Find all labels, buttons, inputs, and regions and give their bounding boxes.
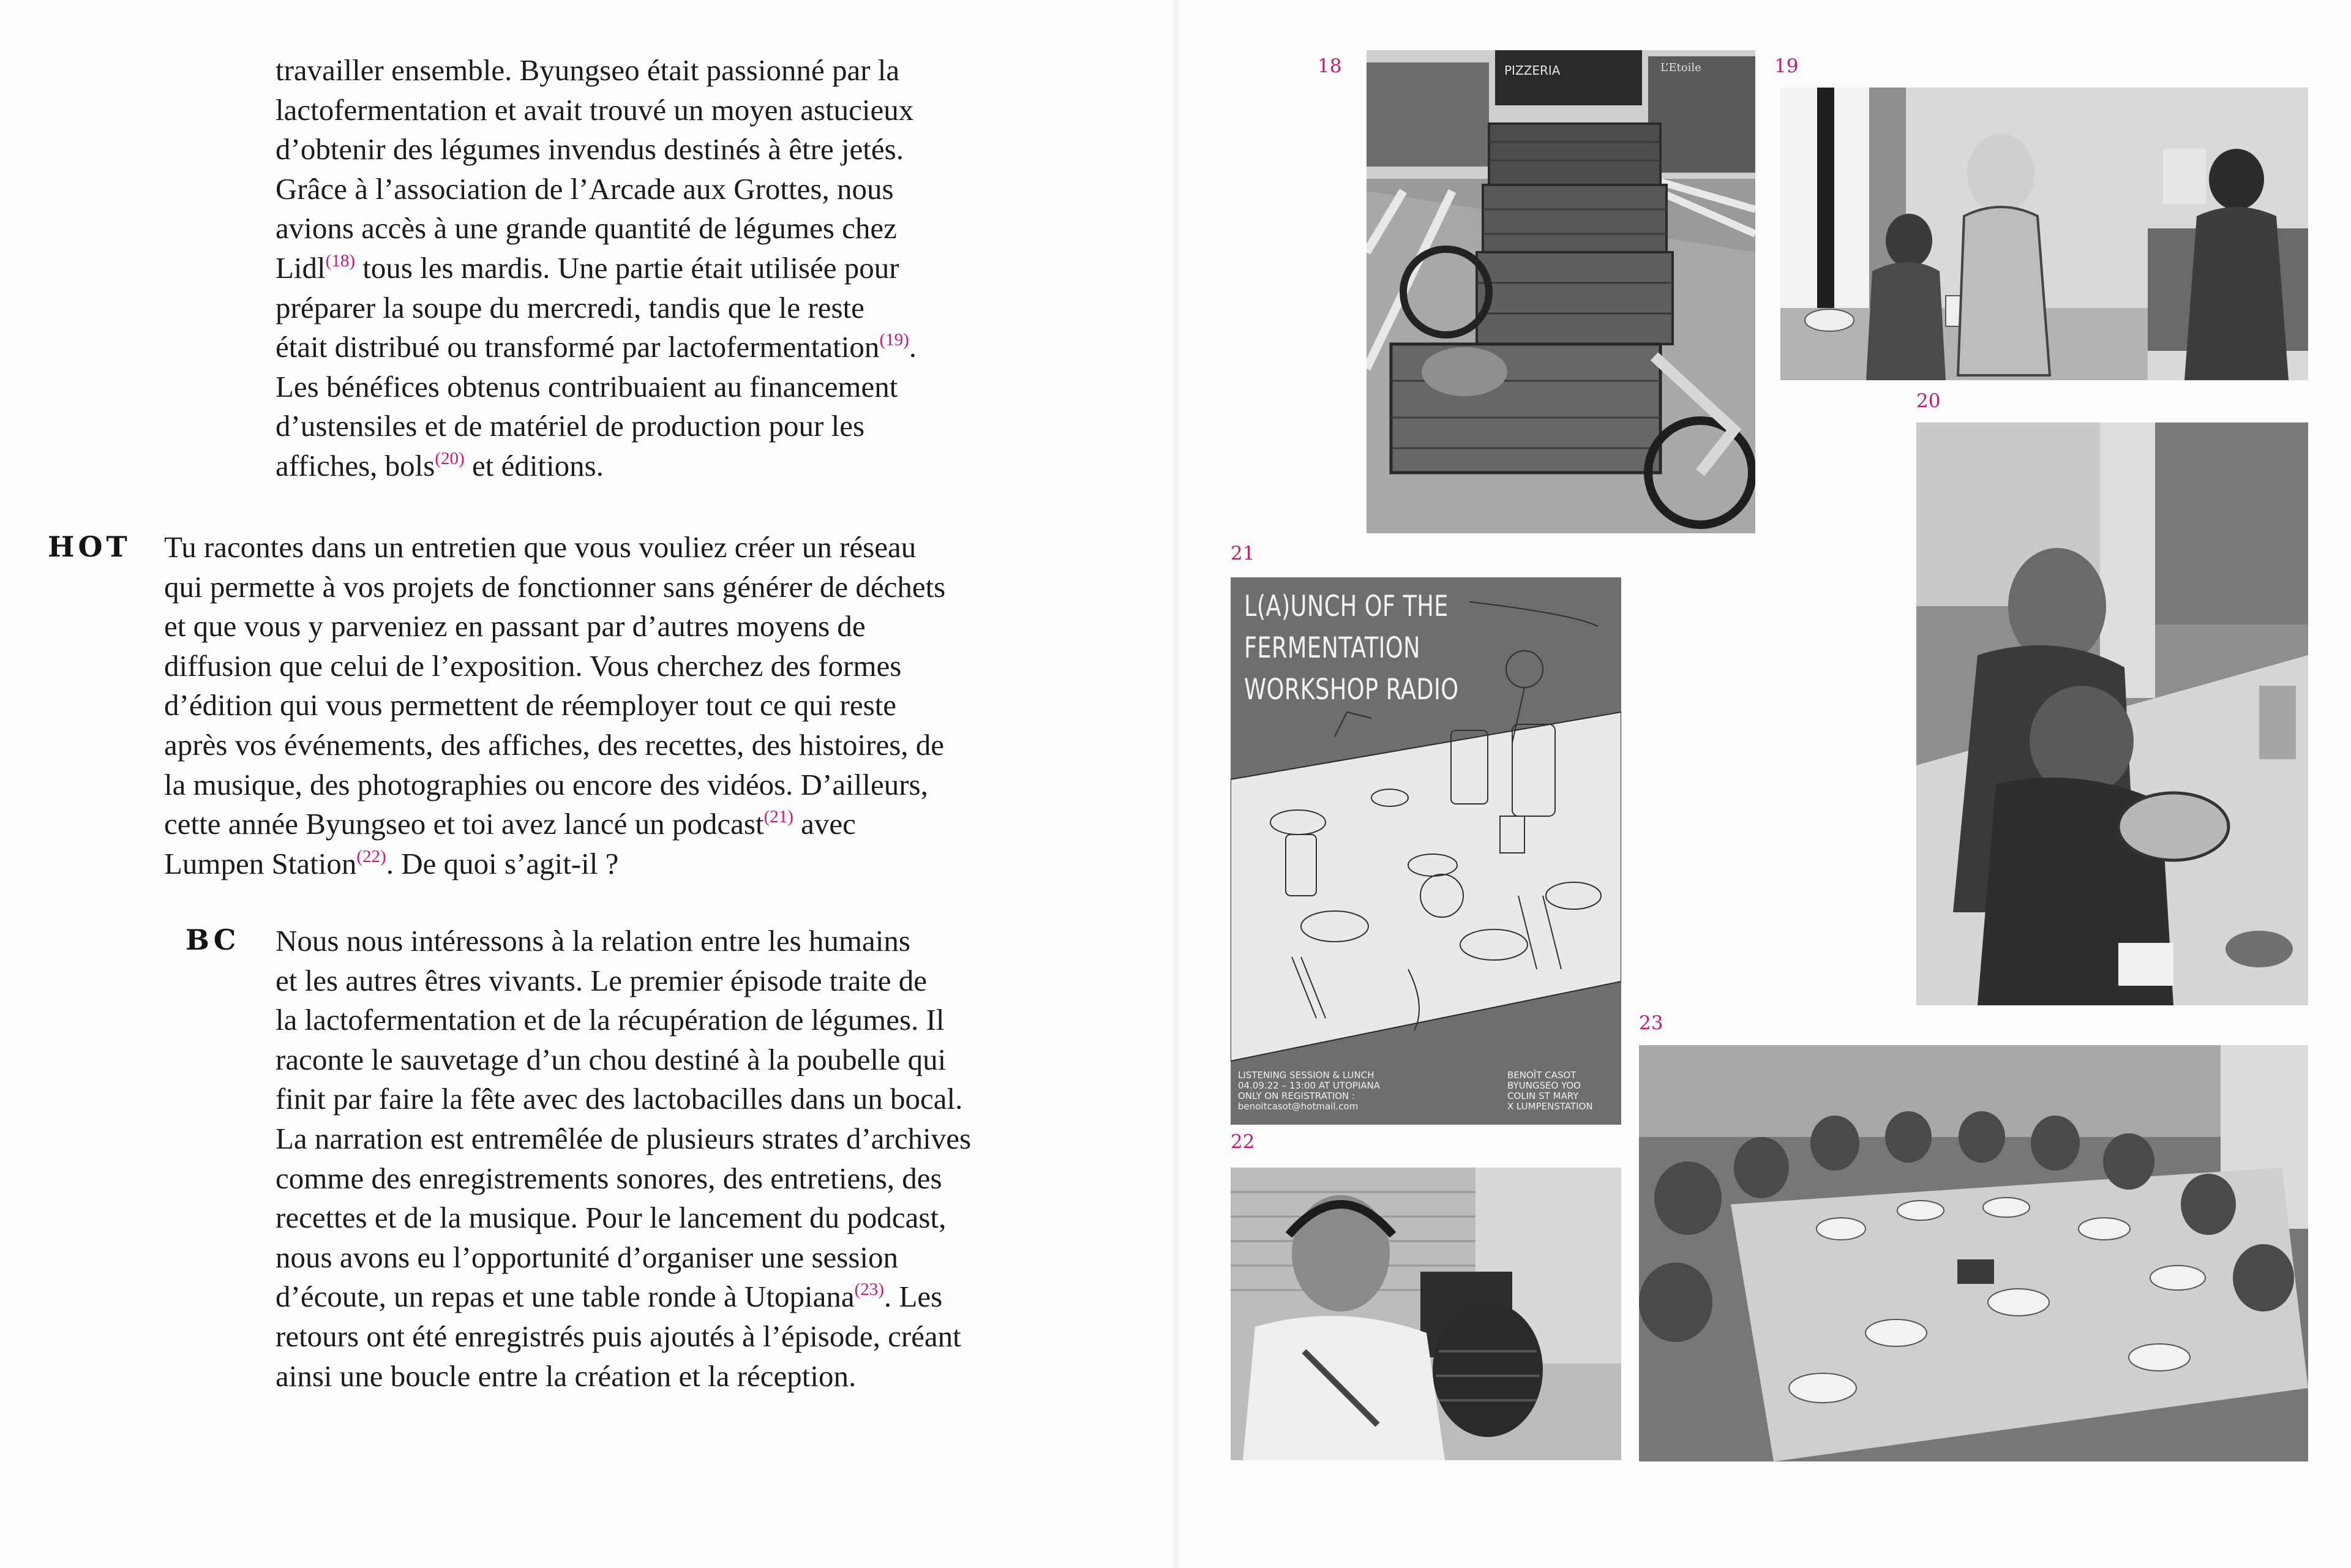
text-line: Grâce à l’association de l’Arcade aux Grottes, nous [276,171,894,206]
photo-radio-recording [1231,1168,1621,1460]
footnote-ref-19: (19) [879,330,909,350]
poster-fermentation-workshop [1231,577,1621,1125]
text-line: Les bénéfices obtenus contribuaient au financement [276,369,898,403]
text-run: était distribué ou transformé par lactofermentation [276,330,880,364]
footnote-ref-20: (20) [435,448,465,468]
text-line [164,844,945,884]
text-line: travailler ensemble. Byungseo était passionné par la [276,53,900,87]
storefront-sign: PIZZERIA [1504,63,1561,78]
figure-number-21: 21 [1231,542,1255,565]
text-line: nous avons eu l’opportunité d’organiser une session [276,1240,899,1274]
photo-round-table-meal [1639,1045,2308,1461]
figure-number-19: 19 [1774,55,1799,77]
text-line: la lactofermentation et de la récupération de légumes. Il [276,1003,945,1037]
text-run: et éditions. [464,448,604,482]
text-line [276,446,917,486]
poster-title-line: FERMENTATION [1244,631,1420,665]
text-line: recettes et de la musique. Pour le lancement du podcast, [276,1201,947,1235]
footnote-ref-23: (23) [854,1280,884,1300]
figure-number-18: 18 [1318,55,1342,77]
text-line: et que vous y parveniez en passant par d’autres moyens de [164,609,866,643]
cargo-bike-illustration [1367,50,1755,533]
paragraph-1 [276,51,917,486]
poster-title-line: L(A)UNCH OF THE [1244,590,1449,623]
poster-credit-line: X LUMPENSTATION [1507,1101,1593,1112]
poster-title [1244,586,1459,711]
poster-credits [1507,1070,1593,1112]
kitchen-illustration [1780,88,2308,380]
text-line [276,1277,971,1317]
text-line [164,805,945,844]
text-line: Tu racontes dans un entretien que vous vouliez créer un réseau [164,530,917,564]
text-line: d’ustensiles et de matériel de production pour les [276,409,865,443]
text-line: La narration est entremêlée de plusieurs strates d’archives [276,1121,972,1155]
text-line: retours ont été enregistrés puis ajoutés à l’épisode, créant [276,1319,961,1353]
poster-credit-line: COLIN ST MARY [1507,1090,1579,1101]
spine-gutter [1169,0,1182,1568]
photo-painting-bowls [1916,422,2308,1005]
text-line: Nous nous intéressons à la relation entre les humains [276,924,910,958]
text-run: . Les [883,1280,943,1314]
text-line: d’édition qui vous permettent de réemployer tout ce qui reste [164,688,897,722]
text-run: Lidl [276,250,326,285]
text-line [276,249,917,288]
text-run: d’écoute, un repas et une table ronde à Utopiana [276,1280,855,1314]
text-run: . [909,330,917,364]
poster-info-line: 04.09.22 – 13:00 AT UTOPIANA [1238,1080,1381,1091]
paragraph-3 [276,921,971,1396]
text-line: lactofermentation et avait trouvé un moyen astucieux [276,92,914,127]
text-run: . De quoi s’agit-il ? [386,846,619,880]
meal-illustration [1639,1045,2308,1461]
text-line: comme des enregistrements sonores, des entretiens, des [276,1161,942,1195]
text-run: avec [793,807,856,841]
poster-title-line: WORKSHOP RADIO [1244,673,1459,707]
text-line: qui permette à vos projets de fonctionner sans générer de déchets [164,569,946,604]
poster-info-line: ONLY ON REGISTRATION : [1238,1090,1355,1101]
text-line: la musique, des photographies ou encore des vidéos. D’ailleurs, [164,767,928,801]
footnote-ref-21: (21) [763,807,793,827]
poster-event-info [1238,1070,1380,1112]
text-run: tous les mardis. Une partie était utilisée pour [355,250,899,285]
text-line: et les autres êtres vivants. Le premier épisode traite de [276,963,927,997]
text-line: ainsi une boucle entre la création et la réception. [276,1359,857,1393]
text-line: d’obtenir des légumes invendus destinés à être jetés. [276,132,904,167]
text-run: Lumpen Station [164,846,357,880]
poster-credit-line: BYUNGSEO YOO [1507,1080,1581,1091]
text-line: après vos événements, des affiches, des recettes, des histoires, de [164,727,945,762]
text-run: affiches, bols [276,448,435,482]
recording-illustration [1231,1168,1621,1460]
text-line: raconte le sauvetage d’un chou destiné à la poubelle qui [276,1042,947,1076]
text-line [276,328,917,367]
poster-credit-line: BENOÎT CASOT [1507,1070,1577,1081]
painting-illustration [1916,422,2308,1005]
figure-number-22: 22 [1231,1131,1255,1153]
photo-kitchen-preparation [1780,88,2308,380]
footnote-ref-22: (22) [356,846,386,866]
paragraph-2 [164,528,945,883]
footnote-ref-18: (18) [325,250,355,271]
text-line: préparer la soupe du mercredi, tandis que le reste [276,290,864,324]
speaker-label-bc: BC [186,923,240,956]
text-run: cette année Byungseo et toi avez lancé un podcast [164,807,764,841]
text-line: finit par faire la fête avec des lactobacilles dans un bocal. [276,1082,963,1116]
storefront-sign: L’Etoile [1660,61,1701,74]
figure-number-23: 23 [1639,1012,1663,1034]
text-line: diffusion que celui de l’exposition. Vous cherchez des formes [164,648,902,683]
photo-cargo-bike-crates [1367,50,1755,533]
speaker-label-hot: HOT [48,530,131,563]
figure-number-20: 20 [1916,390,1941,412]
text-line: avions accès à une grande quantité de légumes chez [276,211,897,246]
poster-info-line: benoitcasot@hotmail.com [1238,1101,1359,1112]
poster-info-line: LISTENING SESSION & LUNCH [1238,1070,1374,1081]
